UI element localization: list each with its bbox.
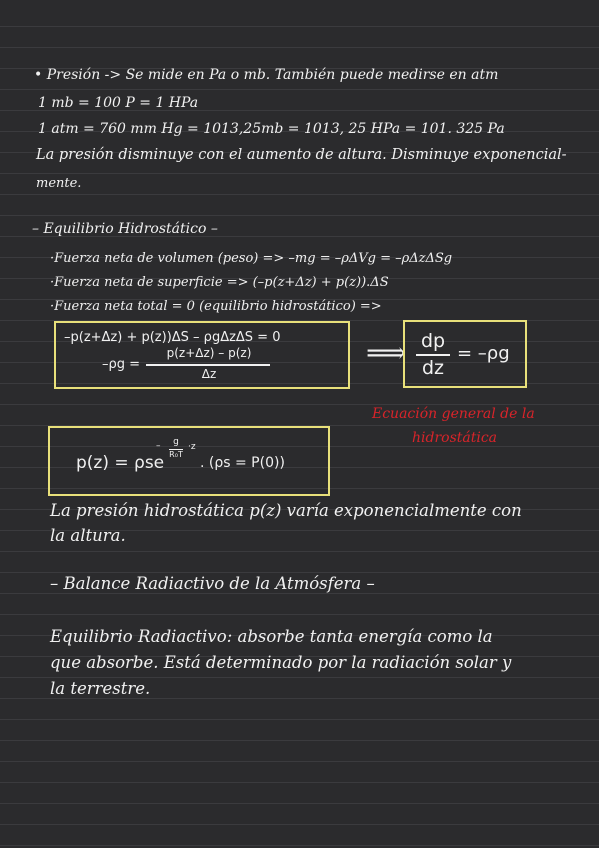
derivation-lhs: –ρg =: [102, 357, 141, 372]
radiative-equilibrium-line1: Equilibrio Radiactivo: absorbe tanta energía como la: [50, 627, 493, 646]
exponential-solution-box: [48, 426, 330, 496]
pressure-decrease-line-cont: mente.: [36, 176, 82, 191]
exponential-variation-line2: la altura.: [50, 526, 126, 545]
red-annotation-line1: Ecuación general de la: [372, 406, 535, 422]
dp-dz-fraction-line: [416, 354, 450, 356]
hydrostatic-rhs: = –ρg: [457, 343, 510, 364]
radiative-equilibrium-line2: que absorbe. Está determinado por la radiación solar y: [50, 653, 512, 672]
derivation-box: [54, 321, 350, 389]
pressure-decrease-line: La presión disminuye con el aumento de altura. Disminuye exponencial-: [36, 147, 567, 163]
mb-conversion-line: 1 mb = 100 P = 1 HPa: [38, 95, 199, 111]
exponent-z: ·z: [188, 442, 196, 452]
implies-arrow: ⟹: [366, 336, 407, 369]
solution-surface-pressure: . (ρs = P(0)): [200, 455, 285, 471]
heading-radiative-balance: – Balance Radiactivo de la Atmósfera –: [50, 574, 375, 593]
exponent-denominator: R₀T: [169, 450, 183, 459]
derivation-fraction-line: [146, 364, 270, 366]
dp-numerator: dp: [420, 330, 446, 352]
atm-conversion-line: 1 atm = 760 mm Hg = 1013,25mb = 1013, 25 HPa = 101. 325 Pa: [38, 121, 505, 137]
exponent-minus: –: [156, 441, 161, 451]
red-annotation-line2: hidrostática: [412, 430, 498, 446]
solution-main: p(z) = ρse: [76, 453, 165, 473]
pressure-units-line: • Presión -> Se mide en Pa o mb. También puede medirse en atm: [34, 67, 499, 83]
derivation-equation: –p(z+Δz) + p(z))ΔS – ρgΔzΔS = 0: [64, 330, 281, 345]
exponential-variation-line1: La presión hidrostática p(z) varía exponencialmente con: [50, 501, 522, 520]
dz-denominator: dz: [421, 357, 445, 379]
heading-hydrostatic-equilibrium: – Equilibrio Hidrostático –: [32, 221, 218, 237]
hydrostatic-equation-box: [403, 320, 527, 388]
bullet-total-force: ·Fuerza neta total = 0 (equilibrio hidrostático) =>: [50, 299, 382, 314]
radiative-equilibrium-line3: la terrestre.: [50, 679, 151, 698]
derivation-numerator: p(z+Δz) – p(z): [166, 346, 252, 360]
derivation-denominator: Δz: [201, 367, 217, 381]
bullet-surface-force: ·Fuerza neta de superficie => (–p(z+Δz) + p(z)).ΔS: [50, 275, 389, 290]
bullet-volume-force: ·Fuerza neta de volumen (peso) => –mg = –ρΔVg = –ρΔzΔSg: [50, 251, 453, 266]
exponent-numerator: g: [173, 437, 179, 447]
